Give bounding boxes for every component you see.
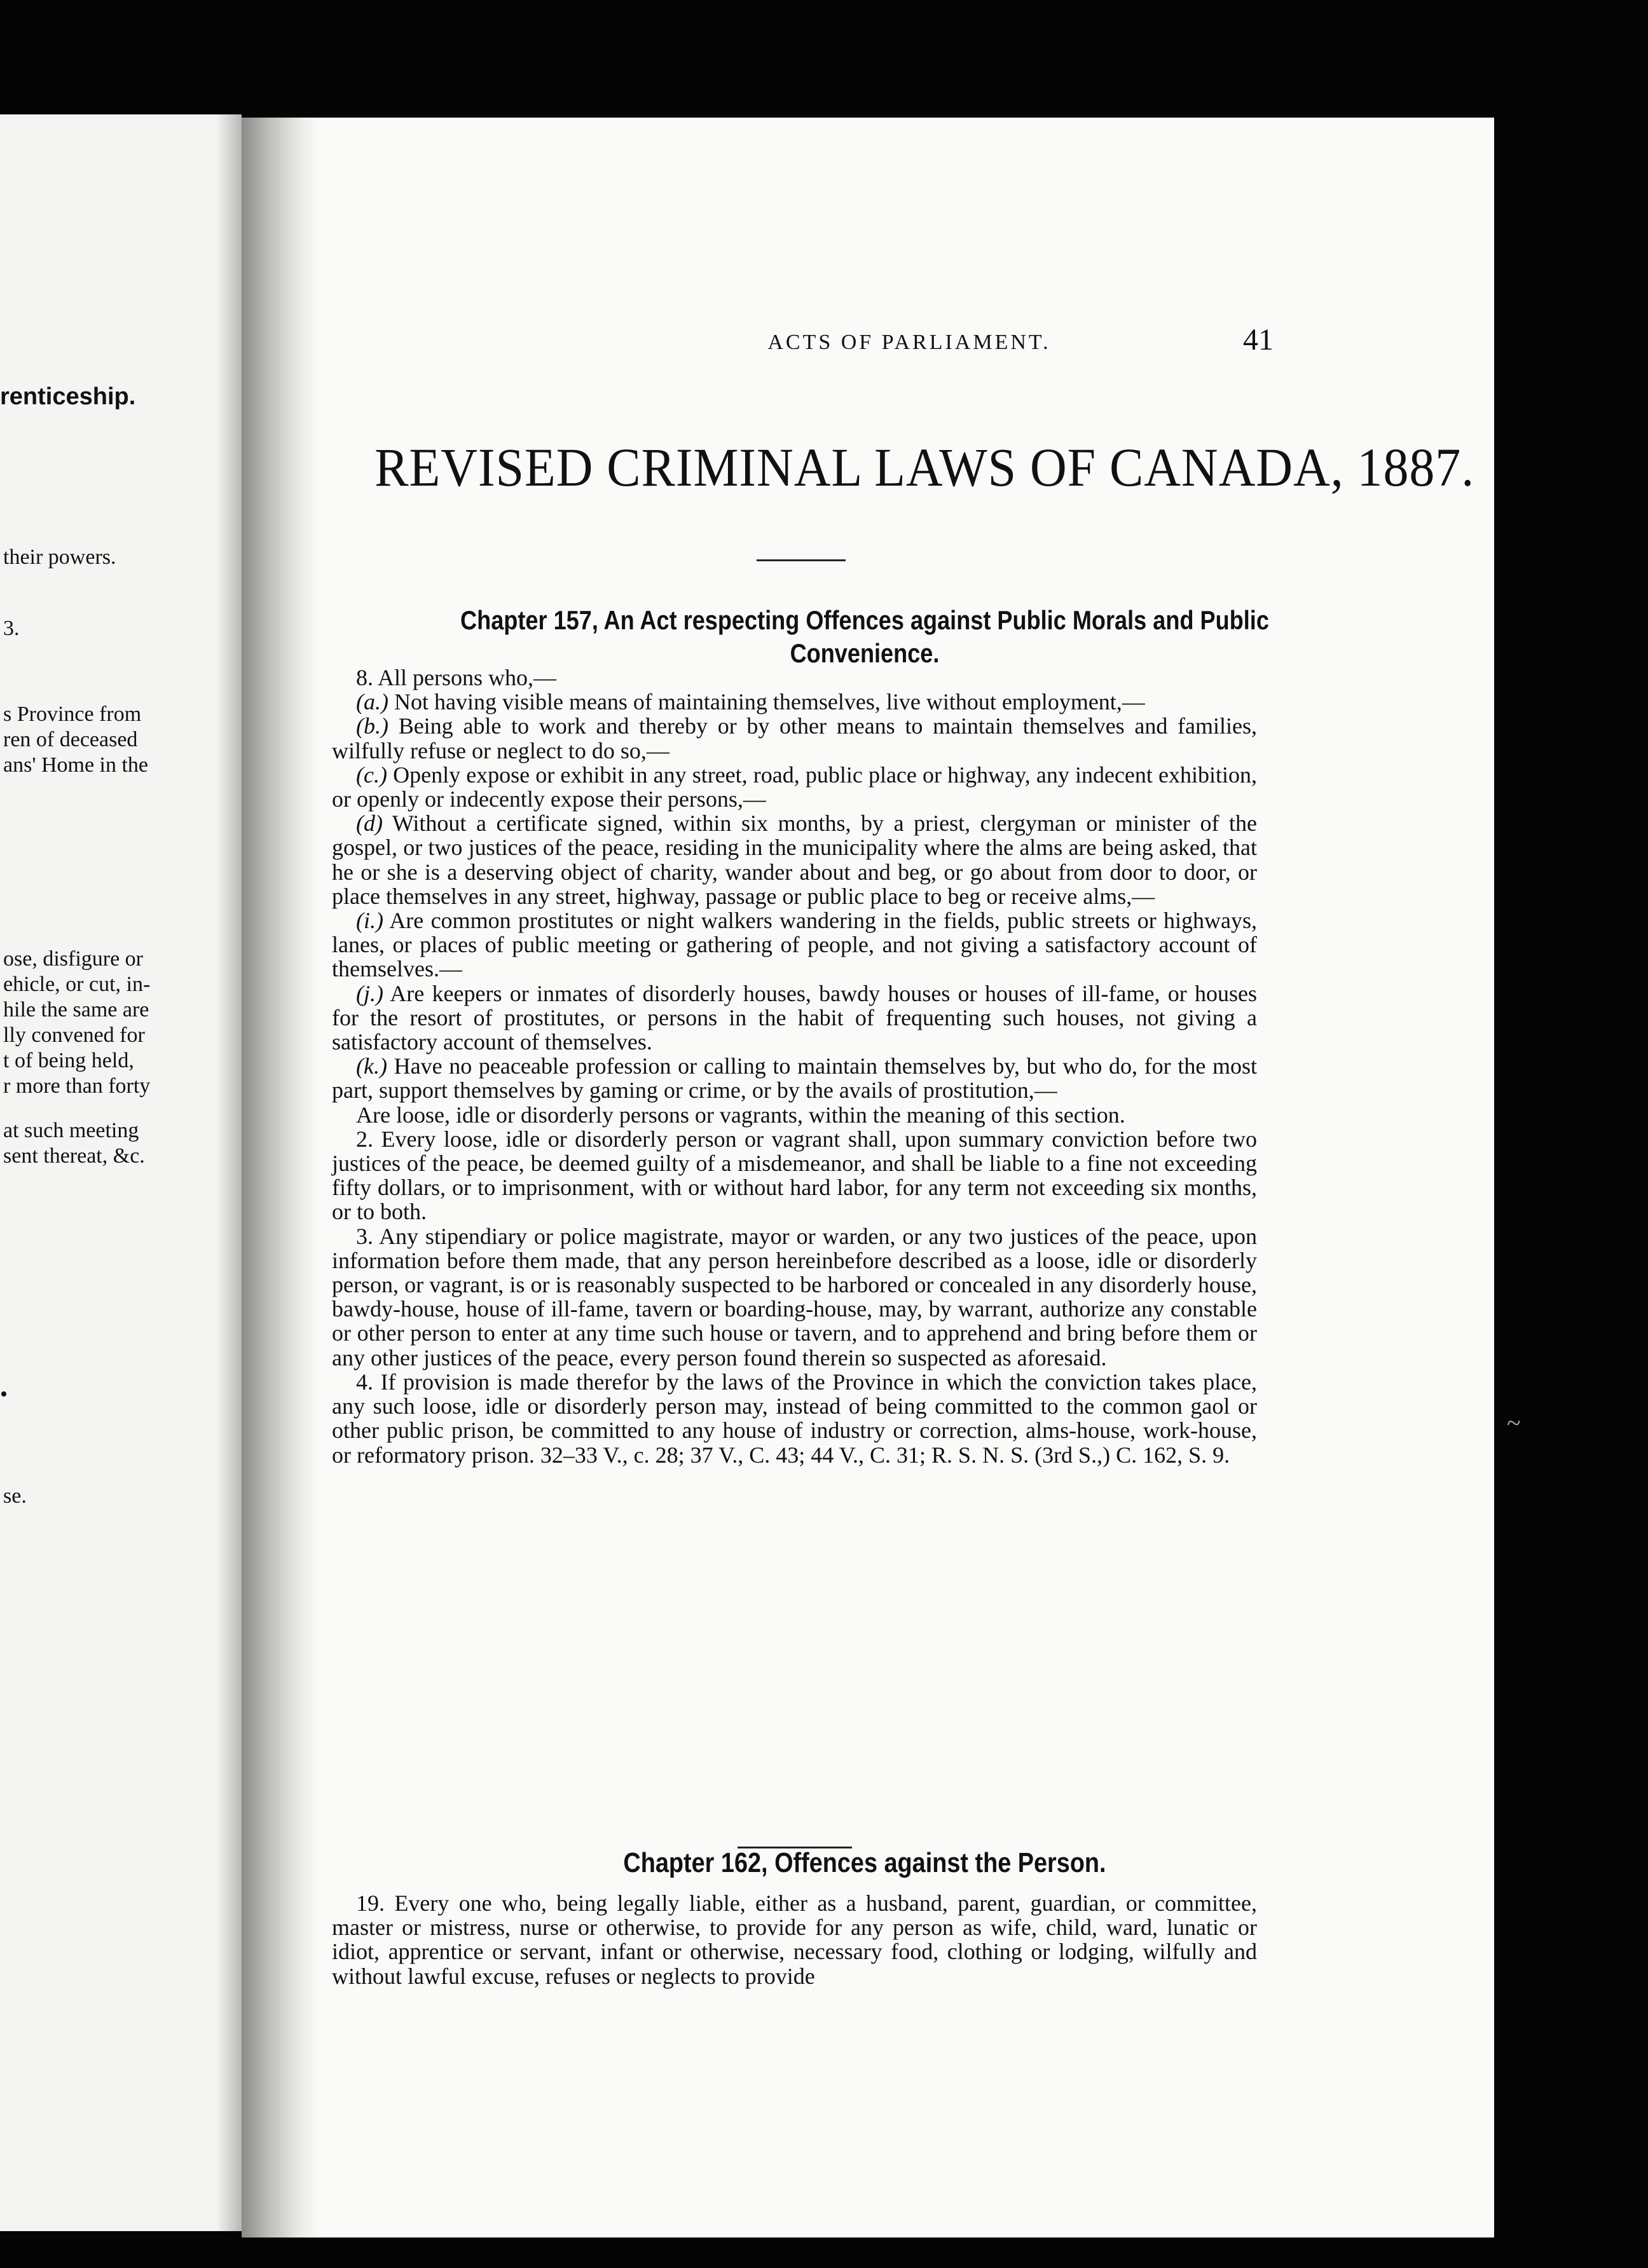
left-page-fragment: lly convened for — [3, 1023, 145, 1047]
left-page-fragment: ans' Home in the — [3, 753, 149, 777]
clause — [332, 908, 1257, 981]
scan-speck: ~ — [1507, 1409, 1521, 1437]
page-fold-shadow — [216, 114, 242, 2231]
clause-label: (d) — [356, 810, 383, 837]
left-page-fragment: renticeship. — [0, 383, 136, 410]
clause — [332, 811, 1257, 908]
clause-label: (k.) — [356, 1053, 387, 1079]
clause-label: (c.) — [356, 762, 387, 788]
clause — [332, 714, 1257, 762]
left-page-fragment: ose, disfigure or — [3, 947, 144, 971]
clause — [332, 690, 1257, 714]
left-page-fragment: se. — [3, 1484, 27, 1508]
clause-label: (a.) — [356, 689, 388, 715]
left-page-fragment: 3. — [3, 617, 20, 640]
page-number: 41 — [1243, 323, 1274, 357]
left-page-fragment: ehicle, or cut, in- — [3, 973, 151, 996]
clause-label: (b.) — [356, 713, 388, 739]
left-page-fragment: hile the same are — [3, 998, 149, 1021]
subsection: 2. Every loose, idle or disorderly person or vagrant shall, upon summary conviction before two justices of the peace, be deemed guilty of a misdemeanor, and shall be liable to a fine not exceeding fifty dollars, or to imprisonment, with or without hard labor, for any term not exceeding six months, or to both. — [332, 1126, 1257, 1225]
section-paragraph: 19. Every one who, being legally liable, either as a husband, parent, guardian, or committee, master or mistress, nurse or otherwise, to provide for any person as wife, child, ward, lunatic or idiot, apprentice or servant, infant or otherwise, necessary food, clothing or lodging, wilfully and without lawful excuse, refuses or neglects to provide — [332, 1890, 1257, 1989]
left-page-fragment: s Province from — [3, 702, 142, 726]
subsection: 4. If provision is made therefor by the laws of the Province in which the conviction takes place, any such loose, idle or disorderly person may, instead of being committed to the common gaol or other public prison, be committed to any house of industry or correction, alms-house, work-house, or reformatory prison. 32–33 V., c. 28; 37 V., C. 43; 44 V., C. 31; R. S. N. S. (3rd S.,) C. 162, S. 9. — [332, 1369, 1257, 1468]
clause-label: (i.) — [356, 908, 383, 934]
chapter-157-body — [332, 666, 1257, 1467]
left-page-fragment: t of being held, — [3, 1049, 134, 1072]
chapter-157-heading-line: Chapter 157, An Act respecting Offences against Public Morals and Public — [460, 605, 1269, 635]
page-title: REVISED CRIMINAL LAWS OF CANADA, 1887. — [374, 437, 1475, 498]
clause-text: Have no peaceable profession or calling to maintain themselves by, but who do, for the most part, support themselves by gaming or crime, or by the avails of prostitution,— — [332, 1053, 1257, 1103]
left-page-fragment: sent thereat, &c. — [3, 1144, 145, 1168]
left-page-fragment: r more than forty — [3, 1074, 151, 1098]
subsection: 3. Any stipendiary or police magistrate, mayor or warden, or any two justices of the peace, upon information before them made, that any person hereinbefore described as a loose, idle or disorderly person, or vagrant, is or is reasonably suspected to be harbored or concealed in any disorderly house, bawdy-house, house of ill-fame, tavern or boarding-house, may, by warrant, authorize any constable or other person to enter at any time such house or tavern, and to apprehend and bring before them or any other justices of the peace, every person found therein so suspected as aforesaid. — [332, 1223, 1257, 1370]
page-gutter-shadow — [242, 118, 318, 2237]
running-head: ACTS OF PARLIAMENT. — [767, 331, 1051, 354]
previous-page — [0, 114, 242, 2231]
current-page — [242, 118, 1494, 2237]
left-page-fragment: their powers. — [3, 545, 116, 569]
chapter-157-heading — [383, 604, 1346, 670]
clause-text: Are common prostitutes or night walkers wandering in the fields, public streets or highways, lanes, or places of public meeting or gathering of people, and not giving a satisfactory account of themselves.— — [332, 908, 1257, 982]
section-intro: 8. All persons who,— — [356, 665, 556, 690]
clause-text: Are keepers or inmates of disorderly houses, bawdy houses or houses of ill-fame, or houses for the resort of prostitutes, or persons in the habit of frequenting such houses, not giving a satisfactory account of themselves. — [332, 980, 1257, 1055]
chapter-162-body — [332, 1891, 1257, 1988]
chapter-162-heading: Chapter 162, Offences against the Person. — [623, 1847, 1106, 1878]
clause — [332, 1054, 1257, 1102]
clause-text: Not having visible means of maintaining themselves, live without employment,— — [394, 689, 1145, 715]
left-page-bullet: • — [0, 1383, 8, 1406]
clause-label: (j.) — [356, 980, 383, 1006]
chapter-157-heading-line: Convenience. — [790, 638, 940, 668]
clause-text: Without a certificate signed, within six months, by a priest, clergyman or minister of the gospel, or two justices of the peace, residing in the municipality where the alms are being asked, that he or she is a deserving object of charity, wander about and beg, or go about from door to door, or place themselves in any street, highway, passage or public place to beg or receive alms,— — [332, 810, 1257, 909]
left-page-fragment: ren of deceased — [3, 728, 138, 751]
clause — [332, 763, 1257, 811]
clause-text: Being able to work and thereby or by other means to maintain themselves and families, wilfully refuse or neglect to do so,— — [332, 713, 1258, 763]
clause — [332, 981, 1257, 1055]
clause-text: Openly expose or exhibit in any street, road, public place or highway, any indecent exhibition, or openly or indecently expose their persons,— — [332, 762, 1258, 812]
left-page-fragment: at such meeting — [3, 1119, 139, 1142]
section-conclusion: Are loose, idle or disorderly persons or vagrants, within the meaning of this section. — [356, 1102, 1125, 1128]
title-rule — [757, 559, 846, 561]
